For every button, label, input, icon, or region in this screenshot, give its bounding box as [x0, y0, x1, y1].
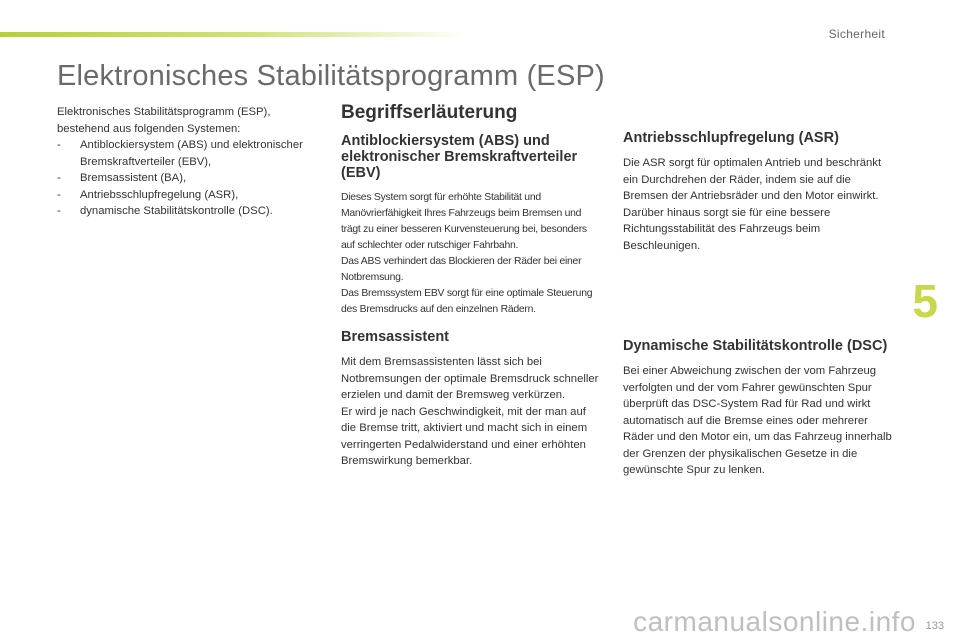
- page-number: 133: [925, 620, 944, 632]
- list-item: - Antiblockiersystem (ABS) und elektronischer Bremskraftverteiler (EBV),: [57, 137, 322, 170]
- list-item: - dynamische Stabilitätskontrolle (DSC).: [57, 203, 322, 220]
- list-item: - Antriebsschlupfregelung (ASR),: [57, 187, 322, 204]
- abs-paragraph: Das ABS verhindert das Blockieren der Räder bei einer Notbremsung.: [341, 256, 582, 283]
- header-accent-bar: [0, 32, 470, 37]
- asr-section: [623, 130, 893, 254]
- asr-paragraph: Die ASR sorgt für optimalen Antrieb und beschränkt ein Durchdrehen der Räder, indem sie auf die Bremsen der Antriebsräder und den Motor einwirkt. Darüber hinaus sorgt sie für eine bessere Richtungsstabilität des Fahrzeugs beim Beschleunigen.: [623, 157, 882, 252]
- watermark: carmanualsonline.info: [633, 606, 916, 637]
- abs-paragraph: Dieses System sorgt für erhöhte Stabilität und Manövrierfähigkeit Ihres Fahrzeugs beim Bremsen und trägt zu einer besseren Kurvensteuerung bei, besonders auf schlechter oder rutschiger Fahrbahn.: [341, 192, 587, 251]
- chapter-number: 5: [912, 275, 938, 327]
- brake-assist-paragraph: Er wird je nach Geschwindigkeit, mit der man auf die Bremse tritt, aktiviert und macht sich in einem verringerten Pedalwiderstand und einer erhöhten Bremswirkung bemerkbar.: [341, 405, 588, 467]
- dsc-heading: Dynamische Stabilitätskontrolle (DSC): [623, 338, 888, 354]
- system-list: [57, 137, 322, 220]
- dsc-paragraph: Bei einer Abweichung zwischen der vom Fahrzeug verfolgten und der vom Fahrer gewünschten Spur überprüft das DSC-System Rad für Rad und wirkt automatisch auf die Bremse eines oder mehrerer Räder und den Motor ein, um das Fahrzeug innerhalb der Grenzen der physikalischen Gesetze in die gewünschte Spur zu lenken.: [623, 365, 892, 476]
- intro-block: [57, 104, 322, 220]
- abs-ebv-heading: Antiblockiersystem (ABS) und elektronischer Bremskraftverteiler (EBV): [341, 133, 578, 181]
- section-label: Sicherheit: [828, 27, 885, 41]
- page-title: Elektronisches Stabilitätsprogramm (ESP): [57, 60, 605, 92]
- brake-assist-paragraph: Mit dem Bremsassistenten lässt sich bei Notbremsungen der optimale Bremsdruck schneller erzielen und damit der Bremsweg verkürzen.: [341, 356, 599, 401]
- list-item: - Bremsassistent (BA),: [57, 170, 322, 187]
- glossary-middle-column: [341, 102, 603, 470]
- intro-text: Elektronisches Stabilitätsprogramm (ESP), bestehend aus folgenden Systemen:: [57, 106, 271, 135]
- asr-heading: Antriebsschlupfregelung (ASR): [623, 130, 839, 146]
- dsc-section: [623, 338, 893, 479]
- brake-assist-heading: Bremsassistent: [341, 329, 449, 345]
- ebv-paragraph: Das Bremssystem EBV sorgt für eine optimale Steuerung des Bremsdrucks auf den einzelnen Rädern.: [341, 288, 593, 315]
- glossary-heading: Begriffserläuterung: [341, 102, 518, 123]
